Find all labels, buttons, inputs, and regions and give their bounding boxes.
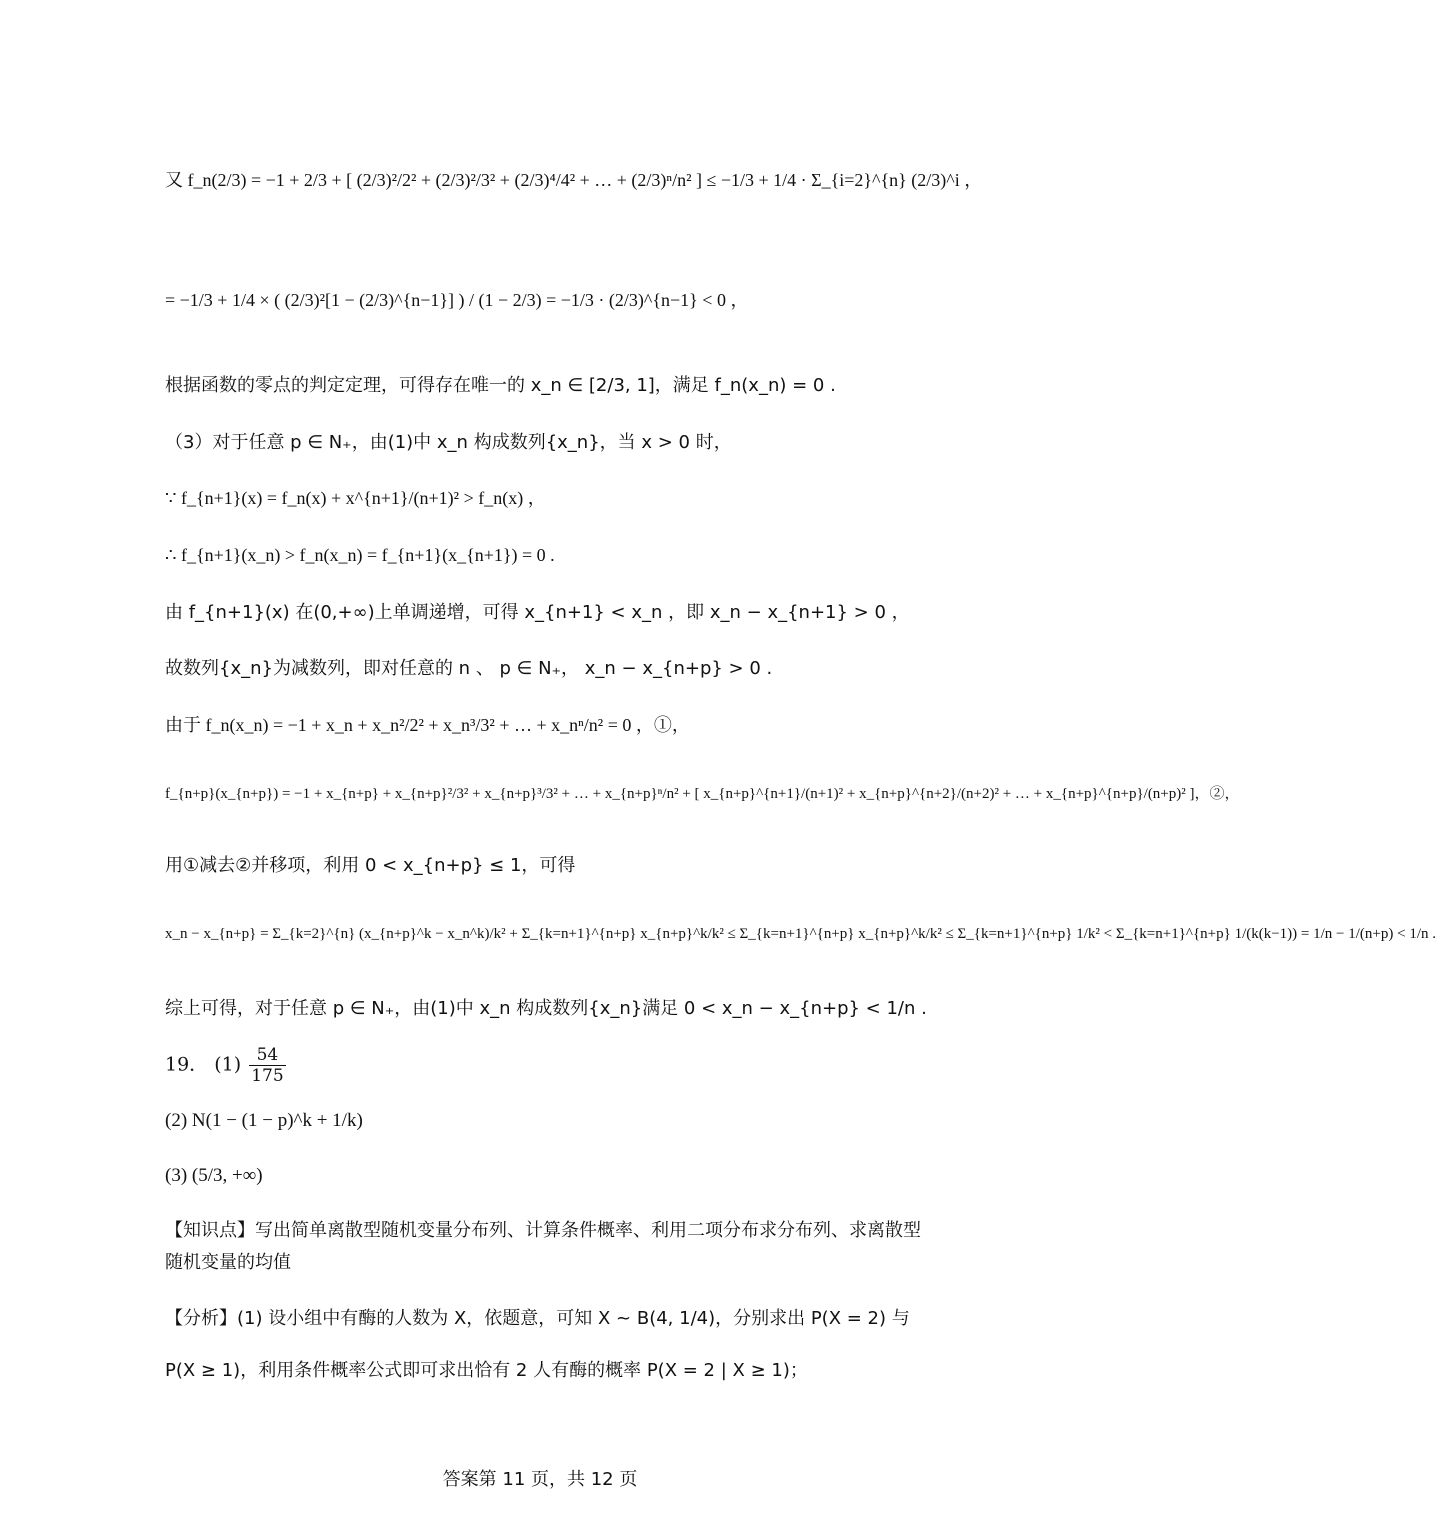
knowledge-point: 【知识点】写出简单离散型随机变量分布列、计算条件概率、利用二项分布求分布列、求离散型随机变量的均值 bbox=[165, 1220, 921, 1274]
equation-line-9: 由于 f_n(x_n) = −1 + x_n + x_n²/2² + x_n³/3² + … + x_nⁿ/n² = 0 ，①， bbox=[165, 715, 690, 735]
answer-3-expression: (5/3, +∞) bbox=[191, 1165, 263, 1186]
paragraph-line-8: 故数列{x_n}为减数列，即对任意的 n 、 p ∈ N₊， x_n − x_{n+p} > 0 . bbox=[165, 658, 773, 679]
answer-1-numerator: 54 bbox=[249, 1045, 285, 1066]
answer-2-label: (2) bbox=[165, 1110, 188, 1131]
paragraph-line-11: 用①减去②并移项，利用 0 < x_{n+p} ≤ 1，可得 bbox=[165, 855, 576, 876]
analysis-line-2: P(X ≥ 1)，利用条件概率公式即可求出恰有 2 人有酶的概率 P(X = 2 | X ≥ 1)； bbox=[165, 1360, 808, 1381]
equation-line-6: ∴ f_{n+1}(x_n) > f_n(x_n) = f_{n+1}(x_{n+1}) = 0 . bbox=[165, 545, 555, 565]
paragraph-line-13: 综上可得，对于任意 p ∈ N₊，由(1)中 x_n 构成数列{x_n}满足 0 < x_n − x_{n+p} < 1/n . bbox=[165, 998, 927, 1019]
answer-2 bbox=[165, 1110, 363, 1132]
analysis-line-1: 【分析】(1) 设小组中有酶的人数为 X，依题意，可知 X ~ B(4, 1/4)，分别求出 P(X = 2) 与 bbox=[165, 1308, 910, 1329]
answer-3 bbox=[165, 1165, 263, 1187]
equation-line-10: f_{n+p}(x_{n+p}) = −1 + x_{n+p} + x_{n+p}²/3² + x_{n+p}³/3² + … + x_{n+p}ⁿ/n² + [ x_{n+p}^{n+1}/(n+1)² + x_{n+p}^{n+2}/(n+2)² + … + x_{n+p}^{n+p}/(n+p)² ]，②， bbox=[165, 786, 1240, 802]
paragraph-line-7: 由 f_{n+1}(x) 在(0,+∞)上单调递增，可得 x_{n+1} < x_n ，即 x_n − x_{n+1} > 0 ， bbox=[165, 602, 910, 623]
equation-line-2: = −1/3 + 1/4 × ( (2/3)²[1 − (2/3)^{n−1}] ) / (1 − 2/3) = −1/3 · (2/3)^{n−1} < 0 ， bbox=[165, 290, 749, 310]
answer-1-denominator: 175 bbox=[251, 1066, 284, 1086]
page-footer: 答案第 11 页，共 12 页 bbox=[442, 1469, 638, 1490]
answer-2-expression: N(1 − (1 − p)^k + 1/k) bbox=[191, 1110, 363, 1131]
paragraph-line-3: 根据函数的零点的判定定理，可得存在唯一的 x_n ∈ [2/3, 1]，满足 f_n(x_n) = 0 . bbox=[165, 375, 836, 396]
answer-3-label: (3) bbox=[165, 1165, 188, 1186]
equation-line-5: ∵ f_{n+1}(x) = f_n(x) + x^{n+1}/(n+1)² > f_n(x) ， bbox=[165, 488, 546, 508]
answer-1-label: (1) bbox=[214, 1053, 242, 1076]
paragraph-line-4: （3）对于任意 p ∈ N₊，由(1)中 x_n 构成数列{x_n}，当 x > 0 时， bbox=[165, 432, 732, 453]
answer-1-fraction bbox=[249, 1045, 285, 1086]
equation-line-1: 又 f_n(2/3) = −1 + 2/3 + [ (2/3)²/2² + (2/3)²/3² + (2/3)⁴/4² + … + (2/3)ⁿ/n² ] ≤ −1/3 + 1/4 · Σ_{i=2}^{n} (2/3)^i ， bbox=[165, 170, 983, 190]
equation-line-12: x_n − x_{n+p} = Σ_{k=2}^{n} (x_{n+p}^k − x_n^k)/k² + Σ_{k=n+1}^{n+p} x_{n+p}^k/k² ≤ Σ_{k=n+1}^{n+p} x_{n+p}^k/k² ≤ Σ_{k=n+1}^{n+p} 1/k² < Σ_{k=n+1}^{n+p} 1/(k(k−1)) = 1/n − 1/(n+p) < 1/n . bbox=[165, 926, 1436, 942]
question-number: 19． bbox=[165, 1053, 209, 1076]
answer-1 bbox=[165, 1045, 288, 1086]
